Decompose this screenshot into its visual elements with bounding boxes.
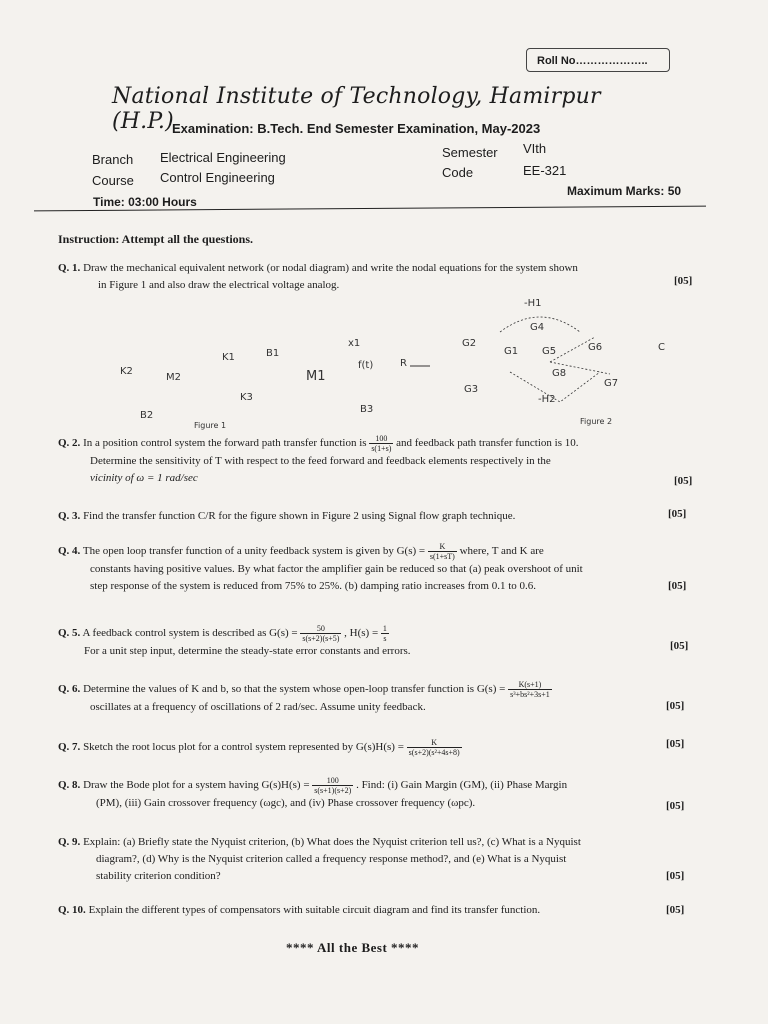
fig2-label-g4: G4 <box>530 322 545 333</box>
fig2-label-h2: -H2 <box>538 394 556 405</box>
code-value: EE-321 <box>523 163 567 178</box>
question-5-marks: [05] <box>670 640 689 652</box>
question-9-marks: [05] <box>666 870 685 882</box>
fig2-label-g2: G2 <box>462 338 477 349</box>
fig2-label-g3: G3 <box>464 384 479 395</box>
fig2-label-h1: -H1 <box>524 298 542 309</box>
fig2-label-g5: G5 <box>542 346 557 357</box>
course-label: Course <box>92 173 134 188</box>
fig1-label-k3: K3 <box>240 392 253 403</box>
fig2-label-c: C <box>658 342 665 353</box>
fig1-label-x1: x1 <box>348 338 361 349</box>
question-10: Q. 10. Explain the different types of compensators with suitable circuit diagram and find its transfer function. <box>58 904 541 916</box>
fig1-label-b1: B1 <box>266 348 280 359</box>
question-4-marks: [05] <box>668 580 687 592</box>
roll-number-box: Roll No……………….. <box>526 48 670 72</box>
fig1-label-m2: M2 <box>166 372 181 383</box>
question-2-marks: [05] <box>674 475 693 487</box>
fig1-label-k2: K2 <box>120 366 133 377</box>
fig1-label-b3: B3 <box>360 404 374 415</box>
question-9: Q. 9. Explain: (a) Briefly state the Nyquist criterion, (b) What does the Nyquist criterion tell us?, (c) What is a Nyquist diagram?, (d) Why is the Nyquist criterion called a frequency response method?, and (e) What is a Nyquist stability criterion condition? <box>58 836 581 882</box>
branch-value: Electrical Engineering <box>160 150 286 165</box>
fig2-label-g7: G7 <box>604 378 619 389</box>
question-8: Q. 8. Draw the Bode plot for a system having G(s)H(s) = $\frac{100}{s(s+1)(s+2)}$ . Find: (i) Gain Margin (GM), (ii) Phase Margin (PM), (iii) Gain crossover frequency (ωgc), and (iv) Phase crossover frequency (ωpc). <box>58 776 568 809</box>
fig1-label-m1: M1 <box>306 369 326 384</box>
semester-label: Semester <box>442 145 498 160</box>
fig2-label-g6: G6 <box>588 342 603 353</box>
institute-name: National Institute of Technology, Hamirpur (H.P.) <box>112 84 601 134</box>
exam-duration: Time: 03:00 Hours <box>93 195 197 209</box>
branch-label: Branch <box>92 152 134 167</box>
question-10-marks: [05] <box>666 904 685 916</box>
figure-2-signal-flow-graph <box>400 292 700 432</box>
fig1-label-k1: K1 <box>222 352 235 363</box>
question-1: Q. 1. Draw the mechanical equivalent network (or nodal diagram) and write the nodal equations for the system shown in Figure 1 and also draw the electrical voltage analog. <box>58 262 578 291</box>
max-marks: Maximum Marks: 50 <box>567 184 682 198</box>
question-6-marks: [05] <box>666 700 685 712</box>
fig2-label-g8: G8 <box>552 368 567 379</box>
instruction: Instruction: Attempt all the questions. <box>58 232 254 246</box>
q6-fraction: $\frac{K(s+1)}{\text{s³+bs²+3s+1}}$ <box>510 680 550 699</box>
q7-fraction: $\frac{K}{\text{s(s+2)(s²+4s+8)}}$ <box>408 738 460 757</box>
fig1-caption: Figure 1 <box>194 421 227 430</box>
question-5: Q. 5. A feedback control system is described as G(s) = $\frac{50}{s(s+2)(s+5)}$ , H(s) = $\frac{1}{s}$ For a unit step input, determine the steady-state error constants and errors. <box>58 624 411 657</box>
question-8-marks: [05] <box>666 800 685 812</box>
footer-note: **** All the Best **** <box>286 940 420 955</box>
question-6: Q. 6. Determine the values of K and b, so that the system whose open-loop transfer function is G(s) = $\frac{K(s+1)}{\text{s³+bs²+3s+1}}$ oscillates at a frequency of oscillations of 2 rad/sec. Assume unity feedback. <box>58 680 550 713</box>
exam-title: Examination: B.Tech. End Semester Examination, May-2023 <box>172 121 541 136</box>
question-7: Q. 7. Sketch the root locus plot for a control system represented by G(s)H(s) = $\frac{K}{\text{s(s+2)(s²+4s+8)}}$ <box>58 738 460 757</box>
q2-fraction: $\frac{100}{s(1+s)}$ <box>371 434 392 453</box>
fig1-label-force: f(t) <box>358 360 374 371</box>
question-7-marks: [05] <box>666 738 685 750</box>
fig2-caption: Figure 2 <box>580 417 613 426</box>
question-1-marks: [05] <box>674 275 693 287</box>
figure-1-mechanical-system <box>110 330 430 435</box>
semester-value: VIth <box>523 141 547 156</box>
code-label: Code <box>442 165 474 180</box>
course-value: Control Engineering <box>160 170 275 185</box>
question-2: Q. 2. In a position control system the forward path transfer function is $\frac{100}{s(1+s)}$ and feedback path transfer function is 10. Determine the sensitivity of T with respect to the feed forward and feedback elements respectively in the vicinity of ω = 1 rad/sec <box>58 434 579 484</box>
q5-fraction-h: $\frac{1}{s}$ <box>382 624 387 643</box>
q5-fraction-g: $\frac{50}{s(s+2)(s+5)}$ <box>302 624 340 643</box>
q4-fraction: $\frac{K}{s(1+sT)}$ <box>429 542 455 561</box>
question-3: Q. 3. Find the transfer function C/R for the figure shown in Figure 2 using Signal flow graph technique. <box>58 510 516 522</box>
fig2-label-r: R <box>400 358 407 369</box>
fig1-label-b2: B2 <box>140 410 154 421</box>
fig2-label-g1: G1 <box>504 346 519 357</box>
question-4: Q. 4. The open loop transfer function of a unity feedback system is given by G(s) = $\frac{K}{s(1+sT)}$ where, T and K are constants having positive values. By what factor the amplifier gain be reduced so that (a) peak overshoot of unit step response of the system is reduced from 75% to 25%. (b) damping ratio increases from 0.1 to 0.6. <box>58 542 583 592</box>
question-3-marks: [05] <box>668 508 687 520</box>
q8-fraction: $\frac{100}{s(s+1)(s+2)}$ <box>314 776 352 795</box>
